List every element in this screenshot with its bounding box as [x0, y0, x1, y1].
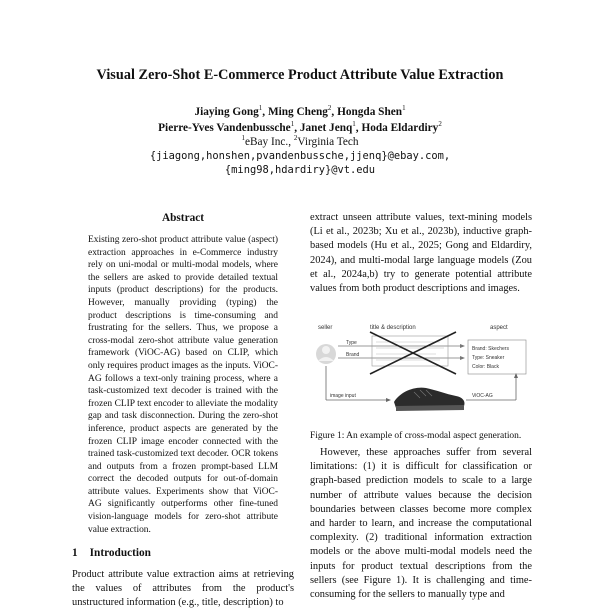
author-line-1	[0, 104, 600, 120]
author-affiliation-mark: 1	[402, 104, 406, 113]
author-affiliation-mark: 2	[327, 104, 332, 113]
author-affiliation-mark: 2	[438, 120, 442, 129]
author-affiliation-mark: 1	[352, 120, 356, 129]
author-name: Hongda Shen	[337, 106, 403, 118]
paragraph: However, these approaches suffer from several limitations: (1) it is difficult for classification or graph-based prediction models to scale to a large number of attribute values because the decision boundaries between classes become more complex and harder to learn, and increase the computational complexity. (2) traditional information extraction models or the above multi-modal models need the inputs for product textual descriptions from the sellers (see Figure 1). It is challenging and time-consuming for the sellers to manually type and	[310, 447, 532, 601]
author-separator: ,	[262, 106, 268, 118]
right-column-text-bottom	[310, 446, 532, 602]
introduction-heading	[72, 547, 151, 559]
figure-label-image-input: image input	[330, 393, 356, 399]
author-affiliation-mark: 1	[290, 120, 295, 129]
figure-label-model: ViOC-AG	[472, 393, 493, 399]
sneaker-image	[394, 388, 465, 411]
author-name: Ming Cheng	[267, 106, 328, 118]
section-title: Introduction	[89, 547, 151, 559]
crossed-out-icon	[370, 332, 456, 374]
author-name: Jiaying Gong	[194, 106, 259, 118]
affiliation-mark: 2	[293, 134, 298, 143]
author-separator: ,	[294, 122, 300, 134]
aspect-value: Brand: Skechers	[472, 346, 509, 352]
right-column-text-top: extract unseen attribute values, text-mining models (Li et al., 2023b; Xu et al., 2023b), inductive graph-based models (Hu et al., 2025; Gong and Eldardiry, 2024), and multi-modal large language models (Zou et al., 2024a,b) try to generate potential attribute values from both product descriptions and images.	[310, 212, 532, 295]
email-line-2: {ming98,hdardiry}@vt.edu	[224, 164, 376, 176]
section-number: 1	[72, 547, 78, 559]
aspect-output-box	[468, 340, 526, 374]
aspect-value: Type: Sneaker	[472, 355, 505, 361]
author-separator: ,	[355, 122, 362, 134]
author-list	[0, 104, 600, 136]
affiliation-vt: Virginia Tech	[297, 136, 359, 148]
figure-label-seller: seller	[318, 325, 333, 331]
figure-label-type: Type	[346, 340, 357, 346]
author-affiliation-mark: 1	[258, 104, 263, 113]
author-emails	[0, 149, 600, 177]
author-name: Pierre-Yves Vandenbussche	[158, 122, 291, 134]
affiliation-mark: 1	[241, 134, 245, 143]
aspect-value: Color: Black	[472, 364, 499, 370]
figure-label-title-description: title & description	[370, 325, 416, 331]
affiliations	[0, 135, 600, 149]
author-name: Janet Jenq	[299, 122, 353, 134]
author-name: Hoda Eldardiry	[361, 122, 439, 134]
affiliation-ebay: eBay Inc.,	[244, 136, 294, 148]
figure-diagram	[310, 318, 532, 426]
seller-avatar-icon	[316, 344, 336, 364]
paper-title: Visual Zero-Shot E-Commerce Product Attribute Value Extraction	[96, 67, 504, 83]
figure-caption: Figure 1: An example of cross-modal aspect generation.	[310, 431, 522, 441]
introduction-text: Product attribute value extraction aims at retrieving the values of attributes from the product's unstructured information (e.g., title, description) to	[72, 569, 294, 609]
figure-label-brand: Brand	[346, 352, 360, 358]
abstract-heading: Abstract	[161, 212, 205, 224]
email-line-1: {jiagong,honshen,pvandenbussche,jjenq}@ebay.com,	[149, 150, 451, 162]
figure-1	[310, 318, 532, 426]
figure-label-aspect: aspect	[490, 325, 508, 331]
abstract-text: Existing zero-shot product attribute value (aspect) extraction approaches in e-Commerce industry rely on uni-modal or multi-modal models, where the sellers are asked to provide detailed textual inputs (product descriptions) for the products. However, manually providing (typing) the product descriptions is time-consuming and frustrating for the sellers. Thus, we propose a cross-modal zero-shot attribute value generation framework (ViOC-AG) based on CLIP, which only requires product images as the inputs. ViOC-AG follows a text-only training process, where a task-customized text decoder is trained with the frozen CLIP text encoder to alleviate the modality gap and task disconnection. During the zero-shot inference, product aspects are generated by the frozen CLIP image encoder connected with the trained task-customized text decoder. OCR tokens and outputs from a frozen prompt-based LLM correct the decoded outputs for out-of-domain attribute values. Experiments show that ViOC-AG significantly outperforms other fine-tuned vision-language models for zero-shot attribute value extraction.	[88, 235, 278, 535]
author-line-2	[0, 120, 600, 136]
author-separator: ,	[331, 106, 338, 118]
